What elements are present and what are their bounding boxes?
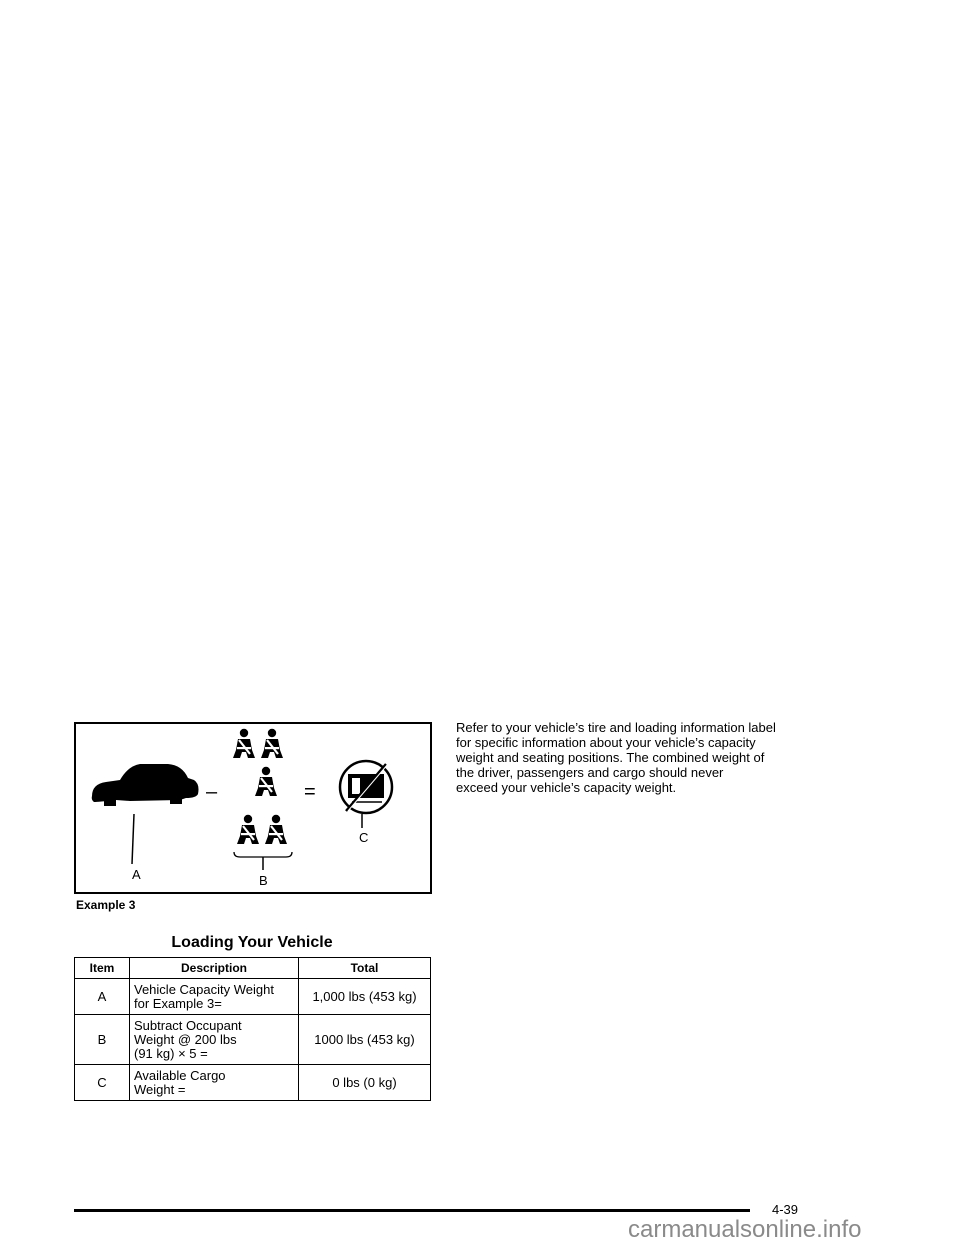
watermark: carmanualsonline.info <box>628 1216 862 1243</box>
table-row <box>75 1015 431 1065</box>
table-row <box>75 1065 431 1101</box>
no-cargo-icon <box>340 761 392 813</box>
table-header-row <box>75 958 431 979</box>
page-number: 4-39 <box>772 1202 799 1217</box>
row-item: A <box>75 979 130 1015</box>
car-icon <box>92 764 199 806</box>
row-item: C <box>75 1065 130 1101</box>
table-row <box>75 979 431 1015</box>
label-a: A <box>132 867 141 882</box>
seat-belt-person-icon <box>261 729 283 758</box>
seat-belt-person-icon <box>237 815 259 844</box>
body-paragraph: Refer to your vehicle’s tire and loading information label for specific information about your vehicle’s capacity weight and seating positions. The combined weight of the driver, passengers and cargo should never exceed your vehicle’s capacity weight. <box>456 720 776 795</box>
table-title: Loading Your Vehicle <box>171 934 333 951</box>
equals-operator: = <box>304 781 316 803</box>
footer-rule <box>74 1209 750 1212</box>
figure-caption: Example 3 <box>76 898 136 912</box>
label-b: B <box>259 873 268 888</box>
row-total: 0 lbs (0 kg) <box>299 1065 431 1101</box>
header-description: Description <box>130 958 299 979</box>
minus-operator: – <box>206 781 218 803</box>
loading-table <box>74 957 431 1101</box>
row-item: B <box>75 1015 130 1065</box>
loading-diagram <box>76 724 430 892</box>
row-description: Available Cargo Weight = <box>130 1065 299 1101</box>
bracket-b <box>234 852 292 857</box>
seat-belt-person-icon <box>265 815 287 844</box>
row-description: Vehicle Capacity Weight for Example 3= <box>130 979 299 1015</box>
example-figure <box>74 722 432 894</box>
seat-belt-person-icon <box>233 729 255 758</box>
row-total: 1,000 lbs (453 kg) <box>299 979 431 1015</box>
row-total: 1000 lbs (453 kg) <box>299 1015 431 1065</box>
occupant-icons <box>233 729 287 844</box>
seat-belt-person-icon <box>255 767 277 796</box>
row-description: Subtract Occupant Weight @ 200 lbs (91 kg) × 5 = <box>130 1015 299 1065</box>
header-item: Item <box>75 958 130 979</box>
label-c: C <box>359 830 369 845</box>
header-total: Total <box>299 958 431 979</box>
label-a-leader <box>132 814 134 864</box>
